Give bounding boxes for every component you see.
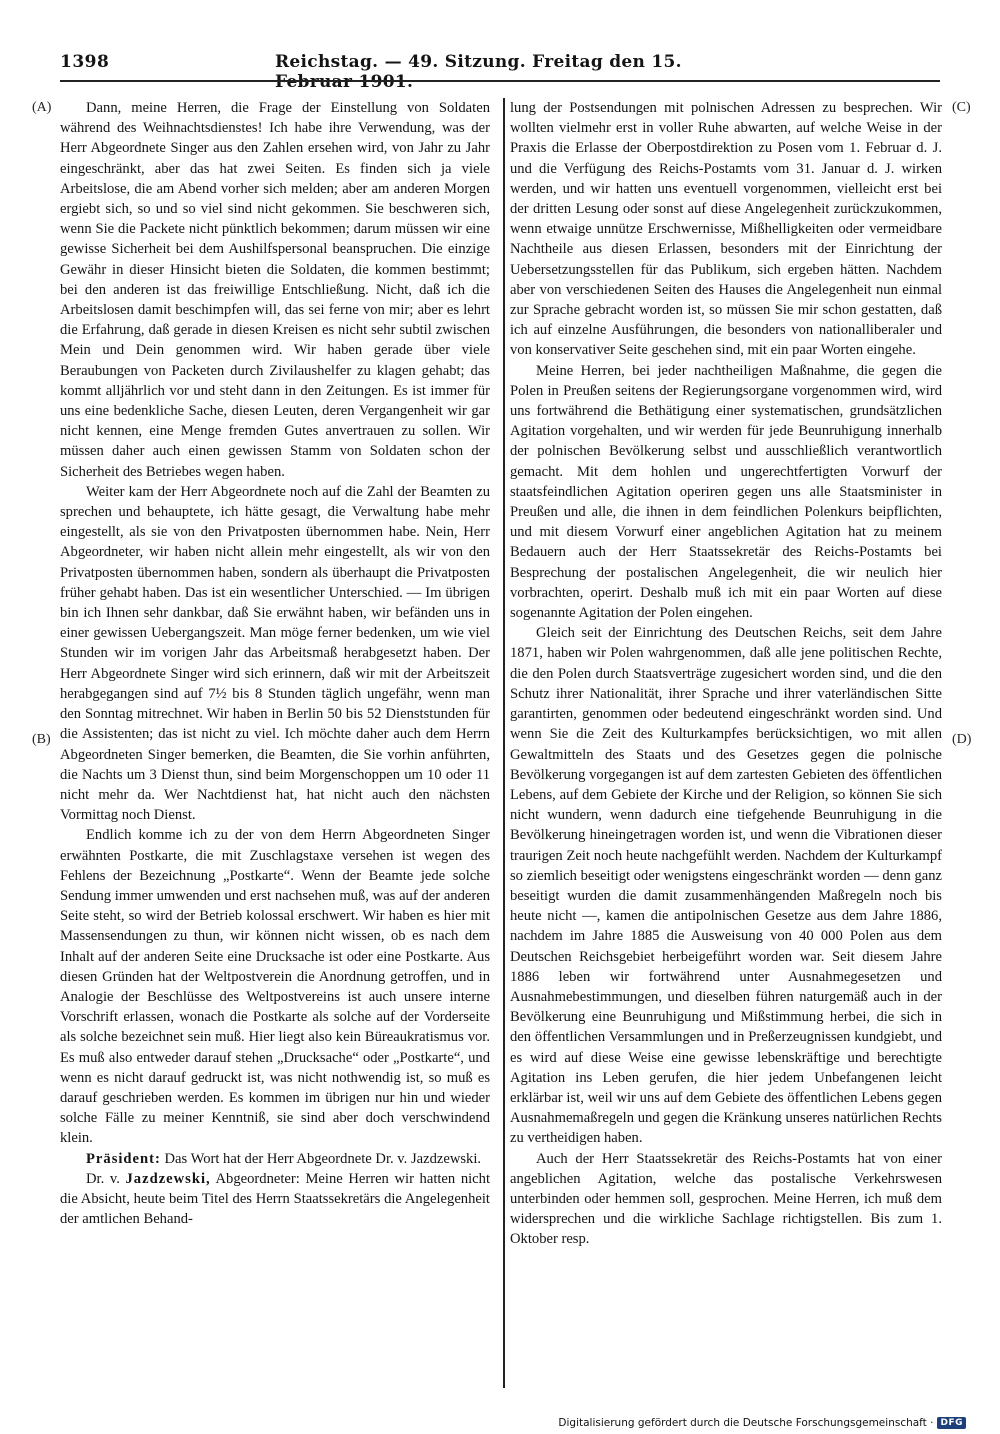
margin-marker-a: (A): [32, 100, 52, 115]
speaker-role: Abgeordneter:: [215, 1170, 300, 1187]
speaker-prefix: Dr. v.: [86, 1170, 120, 1187]
digitization-credit: [558, 1416, 966, 1430]
left-column: [60, 98, 490, 1378]
president-text: Das Wort hat der Herr Abgeordnete Dr. v. Jazdzewski.: [164, 1150, 482, 1167]
paragraph: Dann, meine Herren, die Frage der Einstellung von Soldaten während des Weihnachtsdienstes! Ich habe ihre Verwendung, was der Herr Abgeordnete Singer aus den Zahlen ersehen wird, von Jahr zu Jahr eingeschränkt, aber das hat zwei Seiten. Es finden sich ja viele Arbeitslose, die am Abend vorher sich melden; aber am anderen Morgen ergiebt sich, so und so viel sind nicht gekommen. Sie beschweren sich, wenn Sie die Packete nicht pünktlich bekommen; darum müssen wir eine gewisse Sicherheit bei dem Aushilfspersonal beanspruchen. Die einzige Gewähr in dieser Hinsicht bieten die Soldaten, die kommen bestimmt; bei den anderen ist das freiwillige Entschließung. Nicht, daß ich die Arbeitslosen damit beschimpfen will, das sei ferne von mir; aber es lehrt die Erfahrung, daß gerade in diesen Kreisen es nicht sehr subtil zwischen Mein und Dein genommen wird. Wir haben gerade über viele Beraubungen von Packeten durch Zivilaushelfer zu klagen gehabt; das kommt alljährlich vor und steht dann in den Zeitungen. Es ist immer für uns eine bedenkliche Sache, diesen Leuten, deren Vergangenheit wir gar nicht kennen, eine Menge fremden Gutes anvertrauen zu sollen. Wir müssen daher auch einen gewissen Stamm von Soldaten schon der Sicherheit des Betriebes wegen haben.: [60, 100, 490, 480]
paragraph: lung der Postsendungen mit polnischen Adressen zu besprechen. Wir wollten vielmehr erst in voller Ruhe abwarten, auf welche Weise in der Praxis die Erlasse der Oberpostdirektion zu Posen vom 1. Februar d. J. und die Verfügung des Reichs-Postamts vom 31. Januar d. J. wirken werden, und wir hatten uns eventuell vorgenommen, vielleicht erst bei der dritten Lesung oder sonst auf diese Angelegenheit zurückzukommen, wenn etwaige unnütze Erschwernisse, Mißhelligkeiten oder vermeidbare Nachtheile aus diesen Erlassen, besonders mit der Einrichtung der Uebersetzungsstellen für das Publikum, sich ergeben hätten. Nachdem aber von verschiedenen Seiten des Hauses die Angelegenheit nun einmal zur Sprache gebracht worden ist, so müssen Sie mir schon gestatten, daß ich auf einzelne Ausführungen, die besonders von nationalliberaler und von konservativer Seite geschehen sind, mit ein paar Worten eingehe.: [510, 100, 942, 359]
credit-text: Digitalisierung gefördert durch die Deutsche Forschungsgemeinschaft ·: [558, 1417, 934, 1429]
column-divider: [503, 98, 505, 1388]
paragraph: Weiter kam der Herr Abgeordnete noch auf die Zahl der Beamten zu sprechen und behauptete, ich hätte gesagt, die Verwaltung habe mehr eingestellt, als sie von den Privatposten übernommen habe. Nein, Herr Abgeordneter, wir haben nicht allein mehr eingestellt, als wir von den Privatposten übernommen haben, sondern als überhaupt die Privatposten früher gehabt haben. Das ist ein wesentlicher Unterschied. — Im übrigen bin ich Ihnen sehr dankbar, daß Sie erwähnt haben, wir befänden uns in einer gewissen Uebergangszeit. Man möge ferner bedenken, um wie viel Stunden wir im vorigen Jahr das Arbeitsmaß herabgesetzt haben. Der Herr Abgeordnete Singer wird sich erinnern, daß wir mit der Arbeitszeit herabgegangen sind auf 7½ bis 8 Stunden täglich ungefähr, wenn man den Sonntag mitrechnet. Wir haben in Berlin 50 bis 52 Dienststunden für die Assistenten; das ist nicht zu viel. Ich möchte daher auch dem Herrn Abgeordneten Singer bemerken, die Beamten, die Sie vorhin anführten, die Nachts um 3 Dienst thun, sind beim Morgenschoppen um 10 oder 11 nicht mehr da. Wer Nachtdienst hat, hat nicht auch den nächsten Vormittag noch Dienst.: [60, 483, 490, 824]
running-head: Reichstag. — 49. Sitzung. Freitag den 15. Februar 1901.: [275, 52, 682, 92]
speaker-paragraph: [60, 1169, 490, 1230]
right-column: [510, 98, 942, 1378]
paragraph: Meine Herren, bei jeder nachtheiligen Maßnahme, die gegen die Polen in Preußen seitens der Regierungsorgane vorgenommen wird, wird uns fortwährend die Bethätigung einer systematischen, grundsätzlichen Agitation vorgehalten, und wir werden für jede Beunruhigung innerhalb der polnischen Bevölkerung selbst und ausschließlich verantwortlich gemacht. Mit dem hohlen und ungerechtfertigten Vorwurf der staatsfeindlichen Agitation operiren gegen uns alle Staatsminister in Preußen und alle, die ihnen in dem feindlichen Polenkurs beipflichten, und mit diesem Vorwurf einer angeblichen Agitation hat zu meinem Bedauern auch der Herr Staatssekretär des Reichs-Postamts bei Besprechung der postalischen Angelegenheit, die wir neulich hier vorbrachten, operirt. Deshalb muß ich mit ein paar Worten auf diese sogenannte Agitation der Polen eingehen.: [510, 362, 942, 622]
page-header: [60, 52, 740, 92]
margin-marker-c: (C): [952, 100, 971, 115]
margin-marker-d: (D): [952, 732, 972, 747]
president-label: Präsident:: [86, 1150, 161, 1167]
header-rule: [60, 80, 940, 82]
paragraph: Endlich komme ich zu der von dem Herrn Abgeordneten Singer erwähnten Postkarte, die mit Zuschlagstaxe versehen ist wegen des Fehlens der Bezeichnung „Postkarte“. Wenn der Beamte jede solche Sendung immer umwenden und erst nachsehen muß, was auf der anderen Seite steht, so wird der Betrieb kolossal erschwert. Wir haben es hier mit Massensendungen zu thun, wir können nicht wissen, ob es nach dem Inhalt auf der anderen Seite eine Drucksache ist oder eine Postkarte. Aus diesen Gründen hat der Weltpostverein die Anordnung getroffen, und in Analogie der Beschlüsse des Weltpostvereins ist auch unsere interne Vorschrift erlassen, wonach die Postkarte als solche auf der Vorderseite als solche bezeichnet sein muß. Hier liegt also kein Büreaukratismus vor. Es muß also entweder darauf stehen „Drucksache“ oder „Postkarte“, und wenn es nicht darauf gedruckt ist, was nicht nothwendig ist, so muß es darauf geschrieben werden. Es kommen im übrigen nur hin und wieder solche Fälle zu meiner Kenntniß, sie sind aber doch verschwindend klein.: [60, 827, 490, 1147]
page-number: 1398: [60, 52, 110, 72]
speaker-text: Meine Herren wir hatten nicht die Absicht, heute beim Titel des Herrn Staatssekretärs die Angelegenheit der amtlichen Behand-: [60, 1170, 490, 1228]
president-paragraph: [60, 1149, 490, 1169]
dfg-logo: DFG: [937, 1417, 966, 1429]
margin-marker-b: (B): [32, 732, 51, 747]
speaker-name: Jazdzewski,: [125, 1170, 211, 1187]
paragraph: Auch der Herr Staatssekretär des Reichs-Postamts hat von einer angeblichen Agitation, welche das postalische Verkehrswesen unterbinden oder hemmen soll, gesprochen. Meine Herren, ich muß dem widersprechen und die wirkliche Sachlage richtigstellen. Bis zum 1. Oktober resp.: [510, 1150, 942, 1248]
paragraph: Gleich seit der Einrichtung des Deutschen Reichs, seit dem Jahre 1871, haben wir Polen wahrgenommen, daß alle jene politischen Rechte, die den Polen durch Staatsverträge zugesichert worden sind, und die den Schutz ihrer Nationalität, ihrer Sprache und ihrer vaterländischen Sitte garantirten, genommen oder bedeutend eingeschränkt worden sind. Und wenn Sie die Zeit des Kulturkampfes berücksichtigen, wo mit allen Gewaltmitteln des Staats und des Gesetzes gegen die polnische Bevölkerung vorgegangen ist auf dem zartesten Gebieten des öffentlichen Lebens, auf dem Gebiete der Kirche und der Religion, so können Sie sich nicht wundern, wenn dadurch eine tiefgehende Beunruhigung in die Bevölkerung hineingetragen worden ist, und wenn die Vibrationen dieser traurigen Zeit noch heute nachgefühlt werden. Nachdem der Kulturkampf so ziemlich beseitigt oder wenigstens eingeschränkt worden — denn ganz beseitigt wurden die damit zusammenhängenden Maßregeln noch bis heute nicht —, kamen die antipolnischen Gesetze aus dem Jahre 1886, nachdem im Jahre 1885 die Ausweisung von 40 000 Polen aus dem Deutschen Reichsgebiet herbeigeführt worden war. Seit diesem Jahre 1886 leben wir fortwährend unter Ausnahmegesetzen und Ausnahmebestimmungen, und dieselben führen naturgemäß auch in der Bevölkerung eine Beunruhigung und Mißstimmung herbei, die sich in den öffentlichen Versammlungen und in Preßerzeugnissen kundgiebt, und es wird auf diese Weise eine gewisse lebenskräftige und berechtigte Agitation ins Leben gerufen, die hier jedem Unbefangenen leicht erklärbar ist, weil wir uns auf dem Gebiete des öffentlichen Lebens gegen Ausnahmemaßregeln und gegen die Kränkung unseres natürlichen Rechts zu vertheidigen haben.: [510, 625, 942, 1147]
